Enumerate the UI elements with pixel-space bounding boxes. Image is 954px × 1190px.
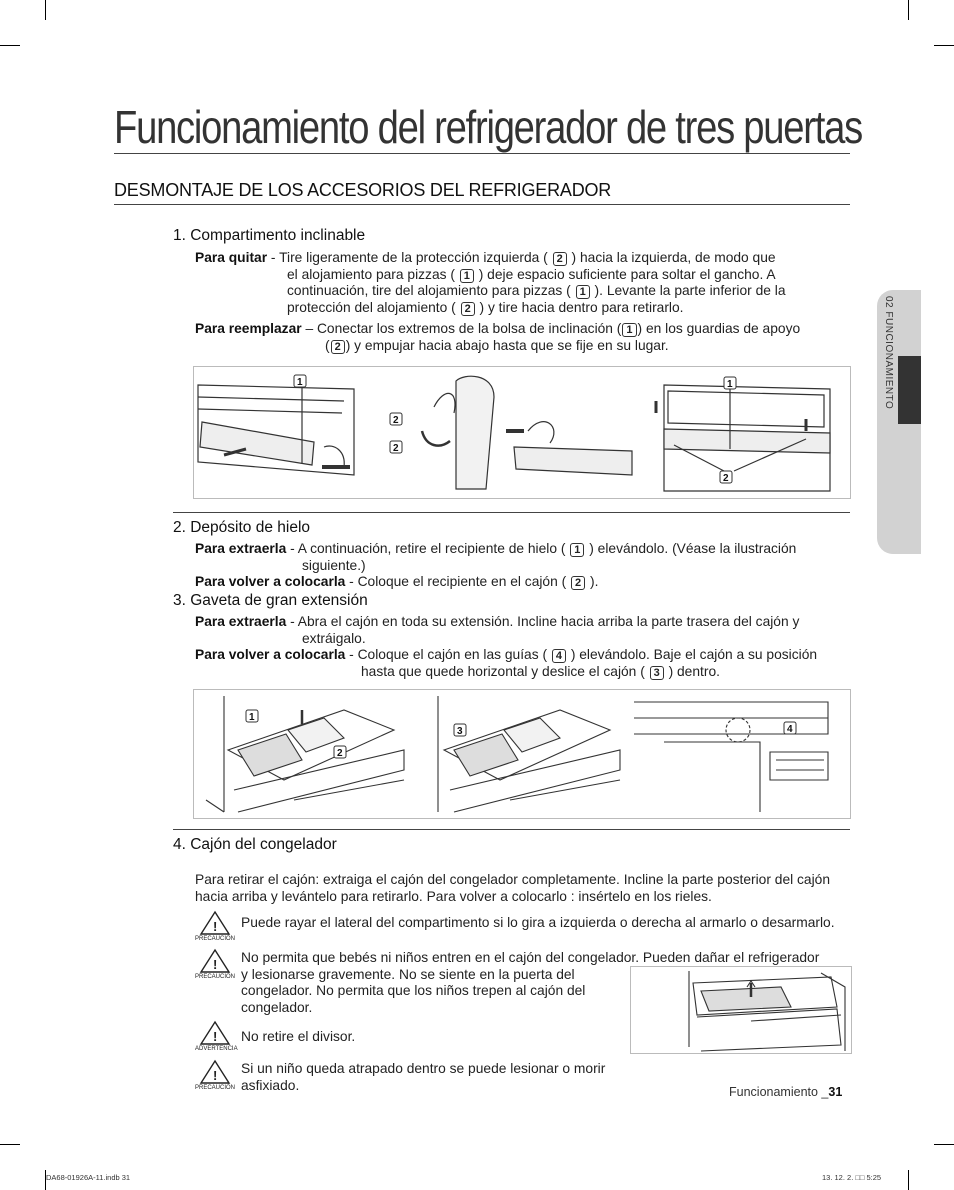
callout-2: 2	[723, 473, 729, 484]
label-para-reemplazar: Para reemplazar	[195, 321, 302, 336]
instructions-deposito-hielo: Para extraerla - A continuación, retire el recipiente de hielo ( 1 ) elevándolo. (Véase la ilustración siguiente.) Para volver a colocarla - Coloque el recipiente en el cajón ( 2 ).	[195, 541, 797, 589]
callout-3: 3	[457, 726, 463, 737]
warning-text-3: No retire el divisor.	[241, 1029, 356, 1044]
figure-compartimento-inclinable	[193, 366, 851, 499]
side-tab-label: 02 FUNCIONAMIENTO	[883, 296, 894, 410]
crop-mark	[0, 1144, 20, 1145]
label-para-quitar: Para quitar	[195, 250, 268, 265]
intro-cajon-congelador: Para retirar el cajón: extraiga el cajón del congelador completamente. Incline la parte posterior del cajón hacia arriba y levántelo para retirarlo. Para volver a colocarlo : insértelo en los rieles.	[195, 872, 831, 904]
warning-text-4: Si un niño queda atrapado dentro se puede lesionar o morir asfixiado.	[241, 1061, 606, 1093]
callout-2: 2	[393, 415, 399, 426]
svg-text:!: !	[213, 957, 218, 972]
svg-text:!: !	[213, 919, 218, 934]
heading-deposito-hielo: 2. Depósito de hielo	[173, 519, 311, 536]
callout-2: 2	[553, 252, 567, 266]
section-underline	[114, 204, 850, 205]
replace-instructions-1: Para reemplazar – Conectar los extremos de la bolsa de inclinación ( 1 ) en los guardias de apoyo ( 2 ) y empujar hacia abajo hasta que se fije en su lugar.	[195, 321, 801, 353]
callout-2: 2	[337, 748, 343, 759]
callout-4: 4	[552, 649, 566, 663]
crop-mark	[0, 45, 20, 46]
illustration-tilt-bin	[194, 367, 850, 498]
crop-mark	[908, 1170, 909, 1190]
callout-1: 1	[297, 377, 303, 388]
print-info-left: DA68-01926A-11.indb 31	[46, 1173, 131, 1182]
crop-mark	[934, 45, 954, 46]
callout-2: 2	[461, 302, 475, 316]
callout-2: 2	[393, 443, 399, 454]
page-footer: Funcionamiento _31	[729, 1085, 843, 1099]
callout-2: 2	[571, 576, 585, 590]
callout-1: 1	[460, 269, 474, 283]
svg-text:!: !	[213, 1068, 218, 1083]
callout-1: 1	[249, 712, 255, 723]
separator	[173, 512, 850, 513]
illustration-drawer	[194, 690, 850, 818]
warning-text-2: No permita que bebés ni niños entren en el cajón del congelador. Pueden dañar el refrigerador y lesionarse gravemente. No se siente en la puerta del congelador. No permita que los niños trepen al cajón del congelador.	[241, 950, 820, 1015]
remove-instructions-1: Para quitar - Tire ligeramente de la protección izquierda ( 2 ) hacia la izquierda, de modo que el alojamiento para pizzas ( 1 ) deje espacio suficiente para soltar el gancho. A continuación, tire del alojamiento para pizzas ( 1 ). Levante la parte inferior de la protección del alojamiento ( 2 ) y tire hacia dentro para retirarlo.	[195, 250, 786, 315]
section-title: DESMONTAJE DE LOS ACCESORIOS DEL REFRIGERADOR	[114, 180, 612, 200]
title-underline	[114, 153, 850, 154]
illustration-freezer-drawer	[631, 967, 851, 1053]
print-info-right: 13. 12. 2. □□ 5:25	[822, 1173, 882, 1182]
figure-cajon-congelador	[630, 966, 852, 1054]
svg-text:!: !	[213, 1029, 218, 1044]
callout-1: 1	[576, 285, 590, 299]
caution-icon: ! PRECAUCIÓN	[195, 948, 235, 988]
crop-mark	[934, 1144, 954, 1145]
caution-icon: ! PRECAUCIÓN	[195, 910, 235, 950]
crop-mark	[908, 0, 909, 20]
heading-gaveta-extension: 3. Gaveta de gran extensión	[173, 592, 368, 609]
instructions-gaveta-extension: Para extraerla - Abra el cajón en toda su extensión. Incline hacia arriba la parte trasera del cajón y extráigalo. Para volver a colocarla - Coloque el cajón en las guías ( 4 ) elevándolo. Baje el cajón a su posición hasta que quede horizontal y deslice el cajón ( 3 ) dentro.	[195, 614, 818, 679]
caution-icon: ! PRECAUCIÓN	[195, 1059, 235, 1099]
callout-2: 2	[331, 340, 345, 354]
callout-1: 1	[570, 543, 584, 557]
side-tab-marker	[898, 356, 921, 424]
page-number: 31	[828, 1085, 843, 1099]
callout-3: 3	[650, 666, 664, 680]
heading-compartimento-inclinable: 1. Compartimento inclinable	[173, 227, 366, 244]
heading-cajon-congelador: 4. Cajón del congelador	[173, 836, 337, 853]
warning-icon: ! ADVERTENCIA	[195, 1020, 235, 1060]
crop-mark	[45, 0, 46, 20]
callout-1: 1	[622, 323, 636, 337]
callout-1: 1	[727, 379, 733, 390]
figure-gaveta-extension	[193, 689, 851, 819]
page-title: Funcionamiento del refrigerador de tres puertas	[114, 101, 862, 153]
callout-4: 4	[787, 724, 793, 735]
warning-text-1: Puede rayar el lateral del compartimento si lo gira a izquierda o derecha al armarlo o desarmarlo.	[241, 915, 835, 930]
separator	[173, 829, 850, 830]
